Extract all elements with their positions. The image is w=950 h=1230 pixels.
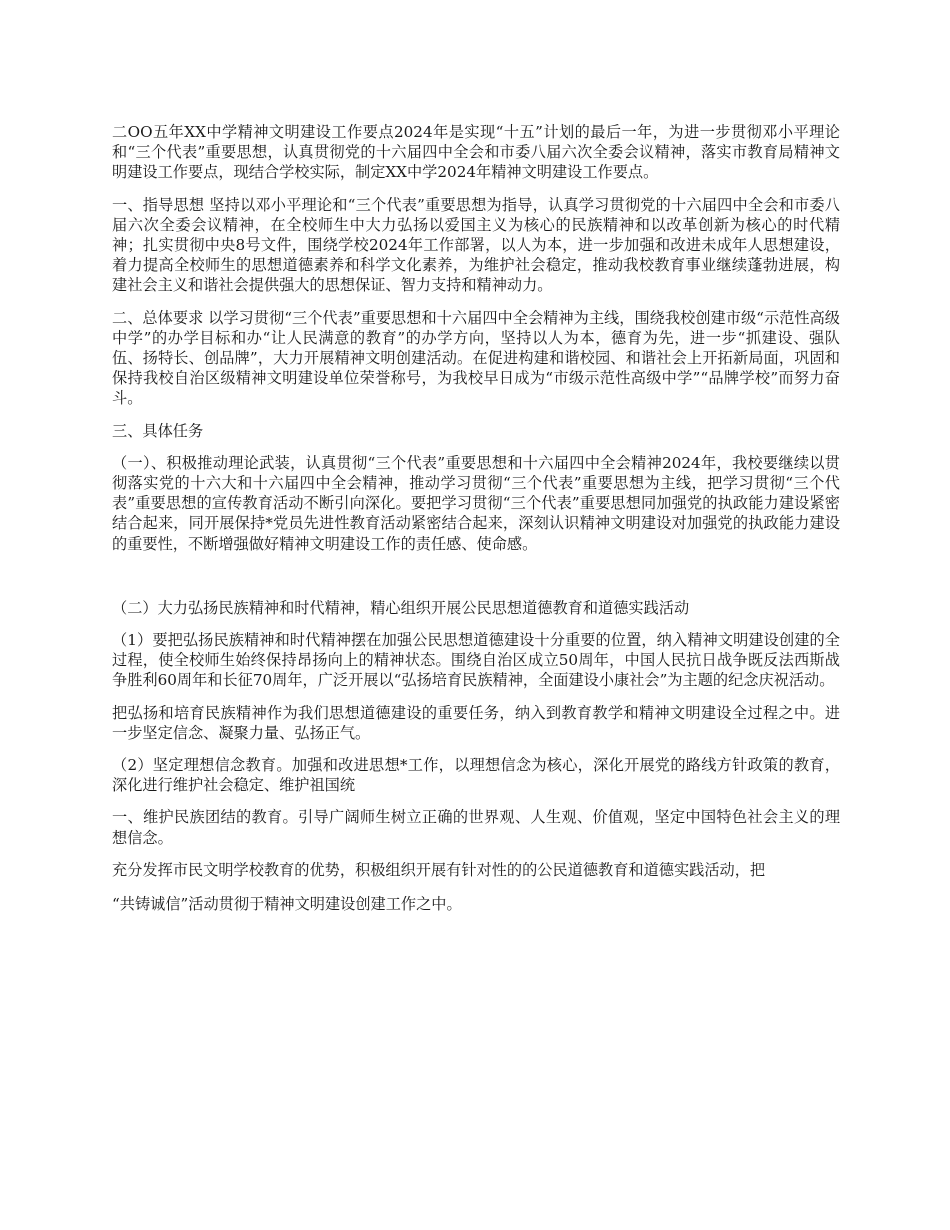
integrity-activity-paragraph: “共铸诚信”活动贯彻于精神文明建设创建工作之中。: [112, 895, 462, 914]
guiding-ideology-paragraph: 一、指导思想 坚持以邓小平理论和“三个代表”重要思想为指导，认真学习贯彻党的十六届四中全会和市委八届六次全委会议精神，在全校师生中大力弘扬以爱国主义为核心的民族精神和以改革创新为核心的时代精神；扎实贯彻中央8号文件，围绕学校2024年工作部署，以人为本，进一步加强和改进未成年人思想建设，着力提高全校师生的思想道德素养和科学文化素养，为维护社会稳定，推动我校教育事业继续蓬勃进展，构建社会主义和谐社会提供强大的思想保证、智力支持和精神动力。: [112, 195, 840, 295]
task-two-item-two-paragraph: （2）坚定理想信念教育。加强和改进思想*工作，以理想信念为核心，深化开展党的路线方针政策的教育，深化进行维护社会稳定、维护祖国统: [112, 756, 840, 795]
intro-paragraph: 二OO五年XX中学精神文明建设工作要点2024年是实现“十五”计划的最后一年，为进一步贯彻邓小平理论和“三个代表”重要思想，认真贯彻党的十六届四中全会和市委八届六次全委会议精神，落实市教育局精神文明建设工作要点，现结合学校实际，制定XX中学2024年精神文明建设工作要点。: [112, 123, 840, 182]
specific-tasks-heading: 三、具体任务: [112, 421, 204, 440]
general-requirements-paragraph: 二、总体要求 以学习贯彻“三个代表”重要思想和十六届四中全会精神为主线，围绕我校创建市级“示范性高级中学”的办学目标和办“让人民满意的教育”的办学方向，坚持以人为本，德育为先，进一步“抓建设、强队伍、扬特长、创品牌”，大力开展精神文明创建活动。在促进构建和谐校园、和谐社会上开拓新局面，巩固和保持我校自治区级精神文明建设单位荣誉称号，为我校早日成为“市级示范性高级中学”“品牌学校”而努力奋斗。: [112, 308, 840, 408]
task-two-item-one-paragraph: （1）要把弘扬民族精神和时代精神摆在加强公民思想道德建设十分重要的位置，纳入精神文明建设创建的全过程，使全校师生始终保持昂扬向上的精神状态。围绕自治区成立50周年，中国人民抗日战争既反法西斯战争胜利60周年和长征70周年，广泛开展以“弘扬培育民族精神，全面建设小康社会”为主题的纪念庆祝活动。: [112, 631, 840, 690]
civic-school-paragraph: 充分发挥市民文明学校教育的优势，积极组织开展有针对性的的公民道德教育和道德实践活动，把: [112, 860, 766, 879]
ethnic-unity-paragraph: 一、维护民族团结的教育。引导广阔师生树立正确的世界观、人生观、价值观，坚定中国特色社会主义的理想信念。: [112, 808, 840, 847]
document-body: [112, 122, 840, 926]
national-spirit-paragraph: 把弘扬和培育民族精神作为我们思想道德建设的重要任务，纳入到教育教学和精神文明建设全过程之中。进一步坚定信念、凝聚力量、弘扬正气。: [112, 703, 840, 742]
task-one-paragraph: （一）、积极推动理论武装，认真贯彻“三个代表”重要思想和十六届四中全会精神2024年，我校要继续以贯彻落实党的十六大和十六届四中全会精神，推动学习贯彻“三个代表”重要思想为主线，把学习贯彻“三个代表”重要思想的宣传教育活动不断引向深化。要把学习贯彻“三个代表”重要思想同加强党的执政能力建设紧密结合起来，同开展保持*党员先进性教育活动紧密结合起来，深刻认识精神文明建设对加强党的执政能力建设的重要性，不断增强做好精神文明建设工作的责任感、使命感。: [112, 453, 840, 553]
task-two-heading: （二）大力弘扬民族精神和时代精神，精心组织开展公民思想道德教育和道德实践活动: [112, 598, 690, 617]
